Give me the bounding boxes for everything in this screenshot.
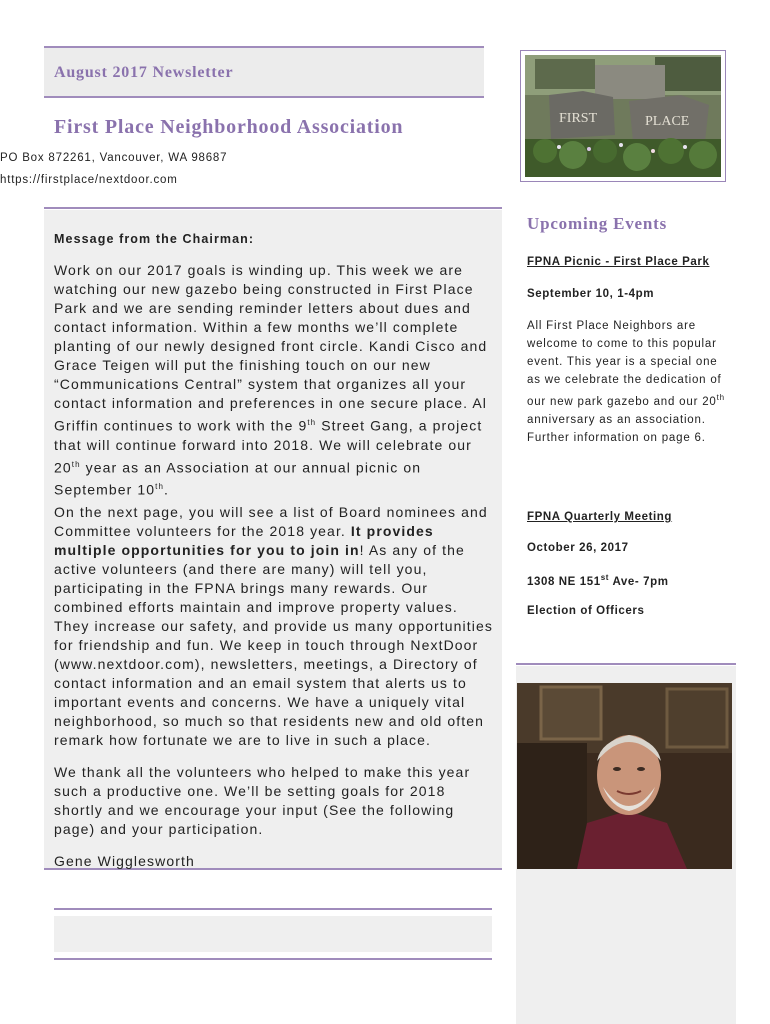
upcoming-events-heading: Upcoming Events (527, 214, 667, 233)
meeting-location: 1308 NE 151st Ave- 7pm (527, 573, 669, 588)
message-paragraph-1: Work on our 2017 goals is winding up. This week we are watching our new gazebo being constructed in First Place Park and we are sending reminder letters about dues and contact information. Within a few months we’ll complete planting of our newly designed front circle. Kandi Cisco and Grace Teigen will put the finishing touch on our new “Communications Central” system that organizes all your contact information and preferences in one secure place. Al Griffin continues to work with the 9th Street Gang, a project that will continue forward into 2018. We will celebrate our 20th year as an Association at our annual picnic on September 10th. (54, 262, 488, 498)
sign-word-first: FIRST (559, 111, 598, 126)
message-paragraph-3: We thank all the volunteers who helped to make this year such a productive one. We’ll be setting goals for 2018 shortly and we encourage your input (See the following page) and your participation. (54, 764, 471, 837)
header-mid-rule (44, 96, 484, 98)
sign-word-place: PLACE (645, 114, 690, 129)
bottom-empty-panel (54, 916, 492, 952)
newsletter-title: August 2017 Newsletter (54, 64, 234, 81)
org-url[interactable]: https://firstplace/nextdoor.com (0, 174, 178, 186)
message-signature: Gene Wigglesworth (54, 853, 195, 869)
picnic-description: All First Place Neighbors are welcome to come to this popular event. This year is a special one as we celebrate the dedication of our new park gazebo and our 20th anniversary as an association. Further information on page 6. (527, 320, 725, 444)
message-paragraph-2: On the next page, you will see a list of Board nominees and Committee volunteers for the 2018 year. It provides multiple opportunities for you to join in! As any of the active volunteers (and there are many) will tell you, participating in the FPNA brings many rewards. Our combined efforts maintain and improve property values. They increase our safety, and provide us many opportunities for friendship and fun. We keep in touch through NextDoor (www.nextdoor.com), newsletters, meetings, a Directory of contact information and an email system that alerts us to important events and concerns. We have a uniquely vital neighborhood, so much so that residents new and old often remark how fortunate we are to live in such a place. (54, 504, 493, 748)
bottom-box-bottom-rule (54, 958, 492, 960)
picnic-date: September 10, 1-4pm (527, 288, 655, 300)
entrance-sign-image (525, 55, 721, 177)
sidebar-rule (516, 663, 736, 665)
org-address: PO Box 872261, Vancouver, WA 98687 (0, 152, 228, 164)
message-top-rule (44, 207, 502, 209)
meeting-agenda: Election of Officers (527, 605, 645, 617)
message-heading: Message from the Chairman: (54, 232, 255, 246)
meeting-date: October 26, 2017 (527, 542, 629, 554)
chairman-portrait-photo (517, 683, 732, 869)
bottom-box-top-rule (54, 908, 492, 910)
entrance-sign-photo (520, 50, 726, 182)
chairman-portrait-image (517, 683, 732, 869)
org-name: First Place Neighborhood Association (54, 116, 404, 138)
picnic-title: FPNA Picnic - First Place Park (527, 256, 710, 268)
meeting-title: FPNA Quarterly Meeting (527, 511, 673, 523)
